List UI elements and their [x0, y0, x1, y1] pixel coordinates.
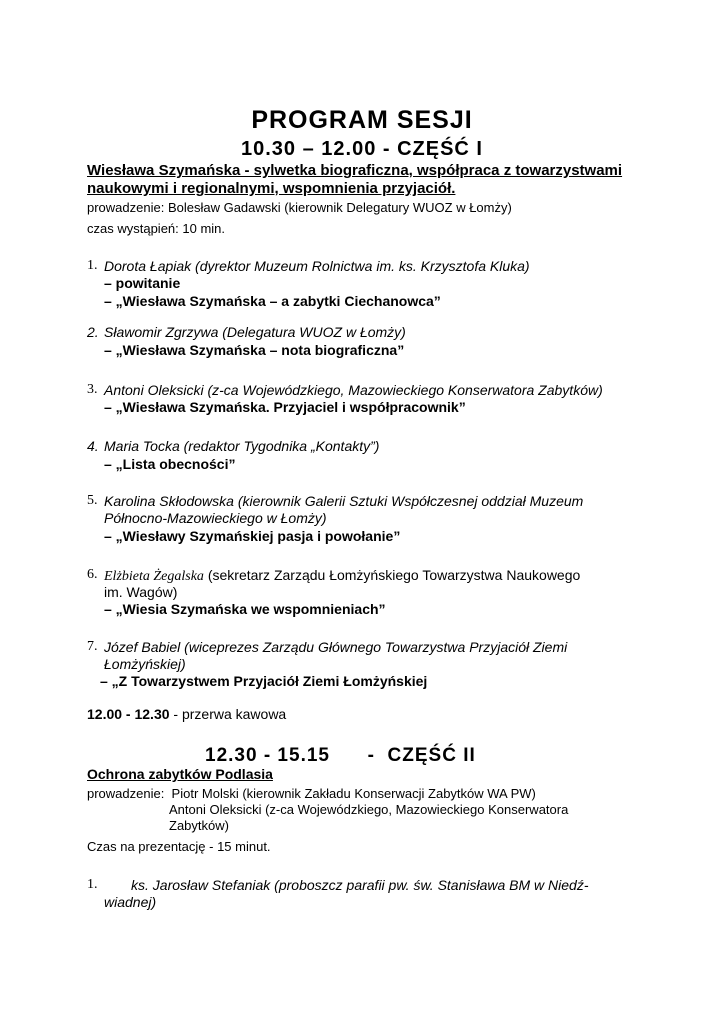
talk-title: – „Wiesia Szymańska we wspomnieniach”: [104, 601, 386, 617]
part1-heading: 10.30 – 12.00 - CZĘŚĆ I: [240, 138, 483, 160]
item-number: 1.: [87, 877, 98, 892]
item-number: 3.: [87, 382, 98, 397]
part1-topic-line1: Wiesława Szymańska - sylwetka biograficzna, współpraca z towarzystwami: [87, 162, 623, 179]
item-number: 1.: [87, 258, 98, 273]
item-number: 6.: [87, 567, 98, 582]
speaker-name: Elżbieta Żegalska: [104, 569, 204, 584]
talk-title: – „Z Towarzystwem Przyjaciół Ziemi Łomżyńskiej: [100, 673, 428, 689]
speaker: Karolina Skłodowska (kierownik Galerii Sztuki Współczesnej oddział Muzeum: [104, 493, 584, 509]
part2-topic: Ochrona zabytków Podlasia: [87, 766, 273, 782]
talk-title: – „Wiesława Szymańska – a zabytki Ciechanowca”: [104, 293, 441, 309]
speaker-continued: Północno-Mazowieckiego w Łomży): [104, 510, 327, 526]
talk-title: – „Lista obecności”: [104, 456, 236, 472]
speaker-role: (sekretarz Zarządu Łomżyńskiego Towarzystwa Naukowego: [203, 567, 581, 583]
part1-topic-line2: naukowymi i regionalnymi, wspomnienia przyjaciół.: [87, 180, 456, 197]
coffee-break: [87, 706, 286, 722]
talk-title: – „Wiesławy Szymańskiej pasja i powołanie”: [104, 528, 401, 544]
talk-title: – „Wiesława Szymańska. Przyjaciel i współpracownik”: [104, 399, 466, 415]
speaker: Józef Babiel (wiceprezes Zarządu Głównego Towarzystwa Przyjaciół Ziemi: [104, 639, 568, 655]
speaker-continued: Łomżyńskiej): [104, 656, 186, 672]
speaker-continued: im. Wagów): [104, 584, 178, 600]
speaker: Antoni Oleksicki (z-ca Wojewódzkiego, Mazowieckiego Konserwatora Zabytków): [104, 382, 603, 398]
speaker-continued: wiadnej): [104, 894, 157, 910]
speaker: Dorota Łapiak (dyrektor Muzeum Rolnictwa im. ks. Krzysztofa Kluka): [104, 258, 530, 274]
part2-moderator-line1: prowadzenie: Piotr Molski (kierownik Zakładu Konserwacji Zabytków WA PW): [87, 786, 536, 801]
talk-title: – „Wiesława Szymańska – nota biograficzna”: [104, 342, 405, 358]
page-title: PROGRAM SESJI: [251, 106, 473, 134]
break-label: - przerwa kawowa: [169, 706, 287, 722]
item-number: 7.: [87, 639, 98, 654]
break-time: 12.00 - 12.30: [87, 706, 170, 722]
speaker: ks. Jarosław Stefaniak (proboszcz parafii pw. św. Stanisława BM w Niedź-: [131, 877, 589, 893]
part2-moderator-line3: Zabytków): [169, 818, 229, 833]
part2-heading: 12.30 - 15.15 - CZĘŚĆ II: [205, 745, 476, 766]
item-number: 2.: [87, 324, 99, 340]
speaker: Maria Tocka (redaktor Tygodnika „Kontakty”): [104, 438, 380, 454]
part2-time-limit: Czas na prezentację - 15 minut.: [87, 839, 271, 854]
part2-moderator-line2: Antoni Oleksicki (z-ca Wojewódzkiego, Mazowieckiego Konserwatora: [169, 802, 569, 817]
speaker: Sławomir Zgrzywa (Delegatura WUOZ w Łomży): [104, 324, 406, 340]
talk-title: – powitanie: [104, 275, 181, 291]
item-number: 5.: [87, 493, 98, 508]
item-number: 4.: [87, 438, 99, 454]
part1-moderator: prowadzenie: Bolesław Gadawski (kierownik Delegatury WUOZ w Łomży): [87, 200, 512, 215]
part1-time-limit: czas wystąpień: 10 min.: [87, 221, 226, 236]
